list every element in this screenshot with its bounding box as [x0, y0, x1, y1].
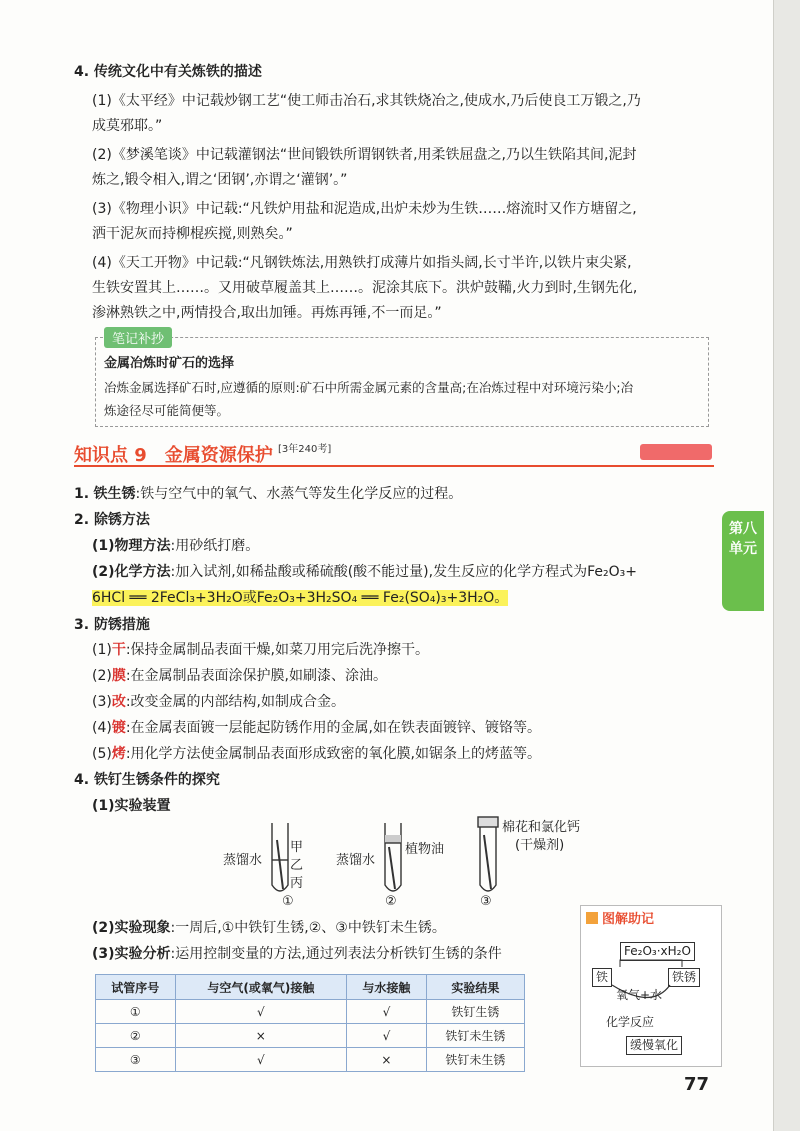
physical-method [92, 536, 259, 556]
section-label: 防锈措施 [93, 617, 150, 633]
paragraph-line: 渗淋熟铁之中,两情投合,取出加锤。再炼再锤,不一而足。” [92, 305, 442, 321]
table-row [96, 1024, 525, 1048]
rust-removal-heading [74, 510, 150, 530]
page-edge [773, 0, 800, 1131]
note-tag: 笔记补抄 [104, 327, 172, 348]
sub-text: :一周后,①中铁钉生锈,②、③中铁钉未生锈。 [170, 920, 446, 936]
paragraph-line: 炼之,锻令相入,谓之‘团钢’,亦谓之‘灌钢’。” [92, 172, 348, 188]
observation [92, 918, 446, 938]
paragraph-line: 生铁安置其上……。又用破草履盖其上……。泥涂其底下。洪炉鼓鞴,火力到时,生钢先化, [92, 280, 638, 296]
analysis [92, 944, 502, 964]
table-cell: √ [175, 1000, 347, 1024]
tube-number: ③ [480, 894, 492, 909]
condition-label: 氧气+水 [616, 988, 663, 1002]
item-text: :在金属制品表面涂保护膜,如刷漆、涂油。 [125, 668, 388, 684]
item-key: 镀 [111, 720, 126, 736]
nail-rust-experiment-heading [74, 770, 220, 790]
item-number: 1. [74, 486, 90, 502]
sub-text: :运用控制变量的方法,通过列表法分析铁钉生锈的条件 [170, 946, 502, 962]
rust-label: 铁生锈 [93, 486, 136, 502]
item-prefix: (1) [92, 642, 112, 658]
item-text: :在金属表面镀一层能起防锈作用的金属,如在铁表面镀锌、镀铬等。 [125, 720, 542, 736]
note-line: 冶炼金属选择矿石时,应遵循的原则:矿石中所需金属元素的含量高;在冶炼过程中对环境污染小;冶 [104, 380, 634, 395]
table-cell: √ [175, 1048, 347, 1072]
paragraph-line: (1)《太平经》中记载炒钢工艺“使工师击冶石,求其铁烧冶之,使成水,乃后使良工万锻之,乃 [92, 93, 641, 109]
unit-side-tab [722, 511, 764, 611]
sub-label: (2)实验现象 [92, 920, 171, 936]
prevention-item [92, 640, 429, 660]
item-key: 干 [111, 642, 126, 658]
rust-text: :铁与空气中的氧气、水蒸气等发生化学反应的过程。 [135, 486, 463, 502]
table-cell: 铁钉未生锈 [426, 1024, 524, 1048]
table-header: 与空气(或氧气)接触 [175, 975, 347, 1000]
section-label: 除锈方法 [93, 512, 150, 528]
note-line: 炼途径尽可能简便等。 [104, 403, 230, 418]
test-tube-3 [478, 817, 498, 891]
paragraph-line: (4)《天工开物》中记载:“凡钢铁炼法,用熟铁打成薄片如指头阔,长寸半许,以铁片束尖紧, [92, 255, 632, 271]
tube-number: ② [385, 894, 397, 909]
paragraph-line: 成莫邪耶。” [92, 118, 163, 134]
table-cell: × [347, 1048, 427, 1072]
method-text: :加入试剂,如稀盐酸或稀硫酸(酸不能过量),发生反应的化学方程式为Fe₂O₃+ [170, 564, 637, 580]
table-row [96, 1000, 525, 1024]
exam-frequency: [3年240考] [278, 444, 332, 455]
equation [92, 588, 508, 608]
paragraph-line: 洒干泥灰而持柳棍疾搅,则熟矣。” [92, 226, 293, 242]
item-prefix: (5) [92, 746, 112, 762]
rust-definition [74, 484, 462, 504]
paragraph-line: (3)《物理小识》中记载:“凡铁炉用盐和泥造成,出炉未炒为生铁……熔流时又作方塘留之, [92, 201, 637, 217]
test-tube-2 [385, 823, 401, 891]
rust-prevention-heading [74, 615, 150, 635]
memo-title-text: 图解助记 [602, 912, 655, 927]
memo-title [586, 908, 654, 927]
section-label: 铁钉生锈条件的探究 [93, 772, 220, 788]
iron-box: 铁 [592, 968, 612, 987]
item-number: 4. [74, 772, 90, 788]
desiccant-label: 棉花和氯化钙 [502, 820, 581, 835]
prevention-item [92, 744, 541, 764]
item-number: 2. [74, 512, 90, 528]
table-cell: ③ [96, 1048, 176, 1072]
slow-oxidation-box: 缓慢氧化 [626, 1036, 682, 1055]
reaction-label: 化学反应 [606, 1015, 655, 1029]
table-cell: 铁钉未生锈 [426, 1048, 524, 1072]
prevention-item [92, 718, 541, 738]
apparatus-label: (1)实验装置 [92, 798, 171, 814]
unit-tab-line: 单元 [729, 541, 757, 557]
note-title: 金属冶炼时矿石的选择 [104, 356, 235, 371]
point-a-label: 甲 [290, 840, 304, 855]
desiccant-label: (干燥剂) [515, 838, 565, 853]
vegetable-oil-label: 植物油 [405, 842, 445, 857]
table-header: 实验结果 [426, 975, 524, 1000]
sub-label: (3)实验分析 [92, 946, 171, 962]
table-cell: √ [347, 1024, 427, 1048]
table-row [96, 1048, 525, 1072]
table-cell: ② [96, 1024, 176, 1048]
tube-number: ① [282, 894, 294, 909]
item-prefix: (2) [92, 668, 112, 684]
memo-icon [586, 912, 598, 924]
table-header: 与水接触 [347, 975, 427, 1000]
badge [640, 444, 712, 460]
table-cell: √ [347, 1000, 427, 1024]
item-text: :用化学方法使金属制品表面形成致密的氧化膜,如锯条上的烤蓝等。 [125, 746, 542, 762]
prevention-item [92, 666, 387, 686]
knowledge-point-title: 知识点 9 金属资源保护 [74, 445, 273, 466]
distilled-water-label: 蒸馏水 [223, 853, 263, 868]
paragraph-line: (2)《梦溪笔谈》中记载灌钢法“世间锻铁所谓钢铁者,用柔铁屈盘之,乃以生铁陷其间,泥封 [92, 147, 637, 163]
item-key: 改 [111, 694, 126, 710]
item-text: :改变金属的内部结构,如制成合金。 [125, 694, 346, 710]
item-key: 烤 [111, 746, 126, 762]
method-label: (1)物理方法 [92, 538, 171, 554]
table-cell: × [175, 1024, 347, 1048]
chemical-method [92, 562, 637, 582]
item-prefix: (4) [92, 720, 112, 736]
item-text: :保持金属制品表面干燥,如菜刀用完后洗净擦干。 [125, 642, 430, 658]
rust-formula-box: Fe₂O₃·xH₂O [620, 942, 695, 961]
distilled-water-label: 蒸馏水 [336, 853, 376, 868]
page-number: 77 [684, 1074, 710, 1095]
item-prefix: (3) [92, 694, 112, 710]
point-c-label: 丙 [290, 876, 304, 891]
prevention-item [92, 692, 345, 712]
table-cell: ① [96, 1000, 176, 1024]
rust-box: 铁锈 [668, 968, 700, 987]
method-label: (2)化学方法 [92, 564, 171, 580]
equation-text: 6HCl ══ 2FeCl₃+3H₂O或Fe₂O₃+3H₂SO₄ ══ Fe₂(SO₄)₃+3H₂O。 [92, 590, 509, 606]
table-header: 试管序号 [96, 975, 176, 1000]
test-tube-1 [272, 823, 288, 891]
item-number: 3. [74, 617, 90, 633]
table-header-row [96, 975, 525, 1000]
divider [74, 465, 714, 467]
point-b-label: 乙 [290, 858, 304, 873]
results-table [95, 974, 525, 1072]
unit-tab-line: 第八 [729, 521, 757, 537]
item-key: 膜 [111, 668, 126, 684]
section4-heading: 4. 传统文化中有关炼铁的描述 [74, 64, 262, 80]
table-cell: 铁钉生锈 [426, 1000, 524, 1024]
method-text: :用砂纸打磨。 [170, 538, 260, 554]
